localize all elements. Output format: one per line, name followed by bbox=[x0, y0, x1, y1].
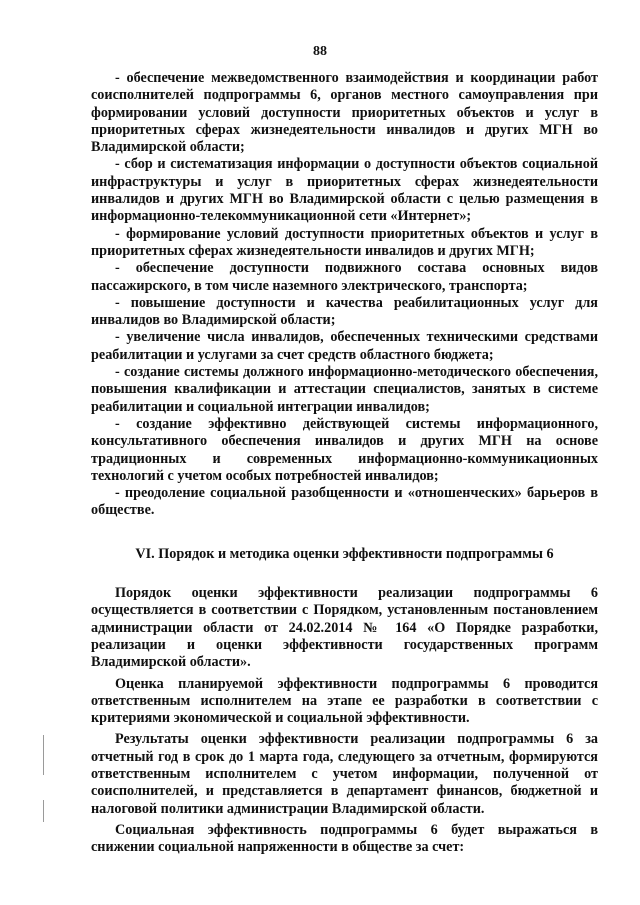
section-heading: VI. Порядок и методика оценки эффективности подпрограммы 6 bbox=[135, 545, 554, 562]
bullet-item: - создание эффективно действующей системы информационного, консультативного обеспечения инвалидов и других МГН на основе традиционных и современных информационно-коммуникационных технологий с учетом особых потребностей инвалидов; bbox=[91, 415, 598, 484]
bullet-item: - повышение доступности и качества реабилитационных услуг для инвалидов во Владимирской области; bbox=[91, 294, 598, 329]
bullet-item: - увеличение числа инвалидов, обеспеченных техническими средствами реабилитации и услугами за счет средств областного бюджета; bbox=[91, 329, 598, 363]
bullet-item: - формирование условий доступности приоритетных объектов и услуг в приоритетных сферах жизнедеятельности инвалидов и других МГН; bbox=[91, 225, 598, 259]
paragraph: Оценка планируемой эффективности подпрограммы 6 проводится ответственным исполнителем на этапе ее разработки в соответствии с критериями экономической и социальной эффективности. bbox=[91, 675, 598, 727]
bullet-item: - обеспечение доступности подвижного состава основных видов пассажирского, в том числе наземного электрического, транспорта; bbox=[91, 260, 598, 294]
page-number: 88 bbox=[313, 44, 327, 59]
paragraph: Порядок оценки эффективности реализации подпрограммы 6 осуществляется в соответствии с Порядком, установленным постановлением администрации области от 24.02.2014 № 164 «О Порядке разработки, реализации и оценки эффективности государственных программ Владимирской области». bbox=[91, 585, 598, 671]
paragraph: Социальная эффективность подпрограммы 6 будет выражаться в снижении социальной напряженности в обществе за счет: bbox=[91, 821, 598, 856]
bullet-item: - преодоление социальной разобщенности и «отношенческих» барьеров в обществе. bbox=[91, 485, 598, 519]
scan-artifact-line bbox=[43, 800, 44, 822]
section-body bbox=[91, 585, 598, 856]
bullet-item: - обеспечение межведомственного взаимодействия и координации работ соисполнителей подпрограммы 6, органов местного самоуправления при формировании условий доступности приоритетных объектов и услуг в приоритетных сферах жизнедеятельности инвалидов и других МГН во Владимирской области; bbox=[91, 70, 598, 156]
page-body bbox=[91, 70, 598, 856]
bullet-list bbox=[91, 70, 598, 520]
scan-artifact-line bbox=[43, 735, 44, 775]
bullet-item: - создание системы должного информационно-методического обеспечения, повышения квалификации и аттестации специалистов, занятых в системе реабилитации и социальной интеграции инвалидов; bbox=[91, 364, 598, 415]
paragraph: Результаты оценки эффективности реализации подпрограммы 6 за отчетный год в срок до 1 марта года, следующего за отчетным, формируются ответственным исполнителем с учетом информации, полученной от соисполнителей, и представляется в департамент финансов, бюджетной и налоговой политики администрации Владимирской области. bbox=[91, 731, 598, 817]
bullet-item: - сбор и систематизация информации о доступности объектов социальной инфраструктуры и услуг в приоритетных сферах жизнедеятельности инвалидов и других МГН во Владимирской области с целью размещения в информационно-телекоммуникационной сети «Интернет»; bbox=[91, 156, 598, 225]
